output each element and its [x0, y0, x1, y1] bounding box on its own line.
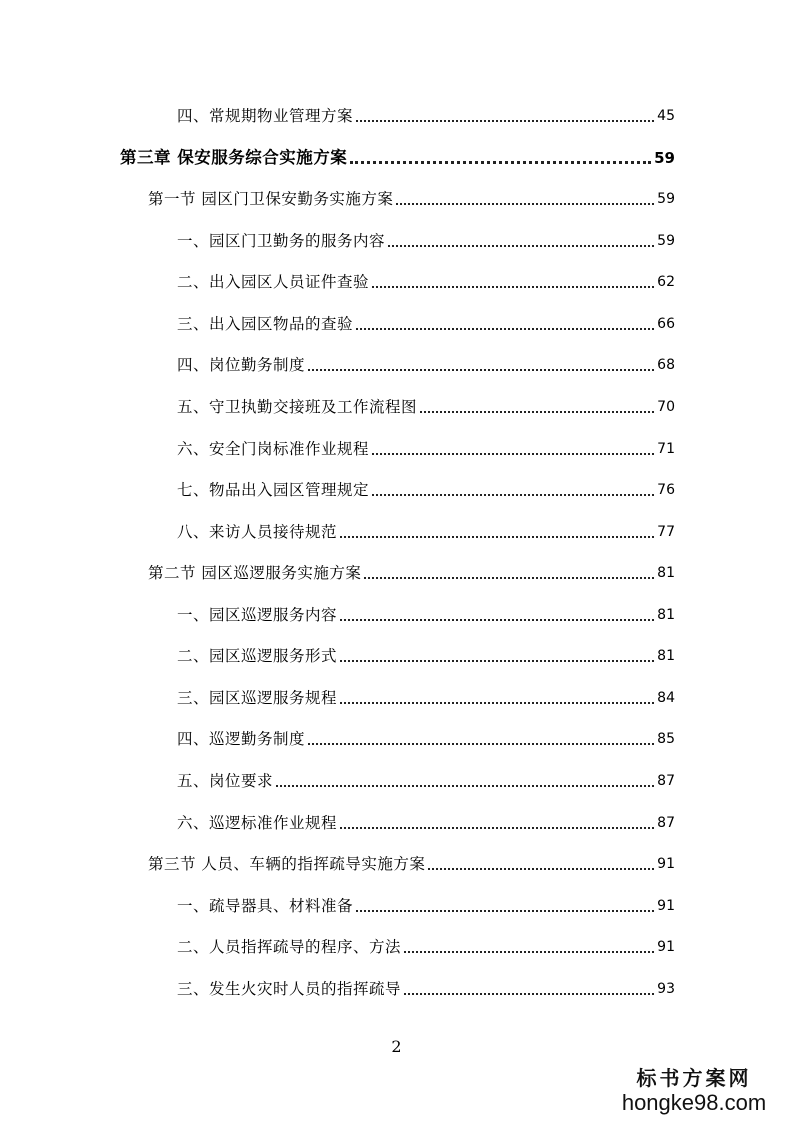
page-number: 2 [391, 1037, 402, 1056]
toc-entry-title: 四、常规期物业管理方案 [177, 107, 354, 125]
toc-dot-leader [340, 660, 654, 662]
toc-dot-leader [388, 245, 654, 247]
toc-entry[interactable] [177, 270, 675, 294]
toc-entry-title: 第三节 人员、车辆的指挥疏导实施方案 [148, 855, 426, 873]
toc-entry[interactable] [177, 520, 675, 544]
toc-entry-section[interactable] [148, 187, 675, 211]
toc-dot-leader [308, 369, 654, 371]
toc-dot-leader [340, 536, 654, 538]
toc-entry[interactable] [177, 686, 675, 710]
toc-entry[interactable] [177, 353, 675, 377]
toc-dot-leader [396, 203, 654, 205]
toc-entry[interactable] [177, 312, 675, 336]
toc-dot-leader [356, 120, 654, 122]
toc-dot-leader [420, 411, 654, 413]
toc-entry-title: 八、来访人员接待规范 [177, 523, 338, 541]
toc-entry-title: 三、出入园区物品的查验 [177, 315, 354, 333]
toc-entry-page: 81 [657, 607, 675, 623]
toc-entry-page: 93 [657, 981, 675, 997]
toc-entry[interactable] [177, 811, 675, 835]
toc-entry-page: 66 [657, 316, 675, 332]
toc-entry-page: 84 [657, 690, 675, 706]
toc-entry-page: 76 [657, 482, 675, 498]
toc-dot-leader [340, 702, 654, 704]
toc-entry-page: 91 [657, 939, 675, 955]
toc-dot-leader [340, 619, 654, 621]
toc-entry-page: 62 [657, 274, 675, 290]
toc-entry-title: 四、岗位勤务制度 [177, 356, 306, 374]
toc-entry-title: 七、物品出入园区管理规定 [177, 481, 370, 499]
toc-entry-page: 70 [657, 399, 675, 415]
toc-entry-page: 87 [657, 815, 675, 831]
toc-entry[interactable] [177, 437, 675, 461]
toc-entry[interactable] [177, 727, 675, 751]
toc-entry-page: 77 [657, 524, 675, 540]
toc-entry-title: 一、园区门卫勤务的服务内容 [177, 232, 386, 250]
toc-entry-title: 六、安全门岗标准作业规程 [177, 440, 370, 458]
toc-entry-page: 87 [657, 773, 675, 789]
toc-entry-page: 85 [657, 731, 675, 747]
toc-entry[interactable] [177, 603, 675, 627]
toc-entry-page: 68 [657, 357, 675, 373]
watermark-brand: 标书方案网 [636, 1066, 752, 1090]
toc-entry-title: 第一节 园区门卫保安勤务实施方案 [148, 190, 394, 208]
toc-entry[interactable] [177, 769, 675, 793]
toc-dot-leader [372, 286, 654, 288]
toc-entry-page: 81 [657, 565, 675, 581]
toc-entry-title: 二、园区巡逻服务形式 [177, 647, 338, 665]
toc-entry-title: 二、人员指挥疏导的程序、方法 [177, 938, 402, 956]
toc-entry[interactable] [177, 644, 675, 668]
toc-entry-section[interactable] [148, 852, 675, 876]
toc-entry[interactable] [177, 104, 675, 128]
toc-entry[interactable] [177, 229, 675, 253]
toc-entry[interactable] [177, 935, 675, 959]
toc-dot-leader [372, 494, 654, 496]
toc-entry[interactable] [177, 395, 675, 419]
toc-entry-page: 71 [657, 441, 675, 457]
watermark-logo [609, 1066, 779, 1116]
toc-entry-page: 59 [657, 191, 675, 207]
toc-entry-title: 三、园区巡逻服务规程 [177, 689, 338, 707]
toc-dot-leader [308, 743, 654, 745]
toc-entry-page: 81 [657, 648, 675, 664]
toc-entry-page: 45 [657, 108, 675, 124]
toc-dot-leader [404, 993, 654, 995]
toc-dot-leader [404, 951, 654, 953]
toc-dot-leader [364, 577, 654, 579]
toc-dot-leader [350, 161, 651, 164]
toc-entry-title: 第三章 保安服务综合实施方案 [120, 148, 348, 167]
toc-entry-title: 六、巡逻标准作业规程 [177, 814, 338, 832]
toc-entry-page: 59 [657, 233, 675, 249]
toc-entry-page: 91 [657, 898, 675, 914]
watermark-url: hongke98.com [621, 1090, 767, 1115]
toc-entry-title: 第二节 园区巡逻服务实施方案 [148, 564, 362, 582]
toc-entry-title: 五、岗位要求 [177, 772, 274, 790]
toc-entry-page: 59 [654, 149, 675, 167]
toc-dot-leader [356, 910, 654, 912]
toc-entry[interactable] [177, 977, 675, 1001]
toc-entry-title: 四、巡逻勤务制度 [177, 730, 306, 748]
toc-dot-leader [340, 827, 654, 829]
toc-entry-title: 一、园区巡逻服务内容 [177, 606, 338, 624]
toc-dot-leader [372, 453, 654, 455]
toc-dot-leader [356, 328, 654, 330]
toc-dot-leader [428, 868, 654, 870]
toc-entry-chapter[interactable] [120, 146, 675, 170]
toc-entry-section[interactable] [148, 561, 675, 585]
toc-entry-title: 二、出入园区人员证件查验 [177, 273, 370, 291]
toc-entry[interactable] [177, 894, 675, 918]
toc-entry-page: 91 [657, 856, 675, 872]
toc-dot-leader [276, 785, 654, 787]
toc-entry-title: 一、疏导器具、材料准备 [177, 897, 354, 915]
toc-entry-title: 五、守卫执勤交接班及工作流程图 [177, 398, 418, 416]
toc-entry-title: 三、发生火灾时人员的指挥疏导 [177, 980, 402, 998]
toc-entry[interactable] [177, 478, 675, 502]
